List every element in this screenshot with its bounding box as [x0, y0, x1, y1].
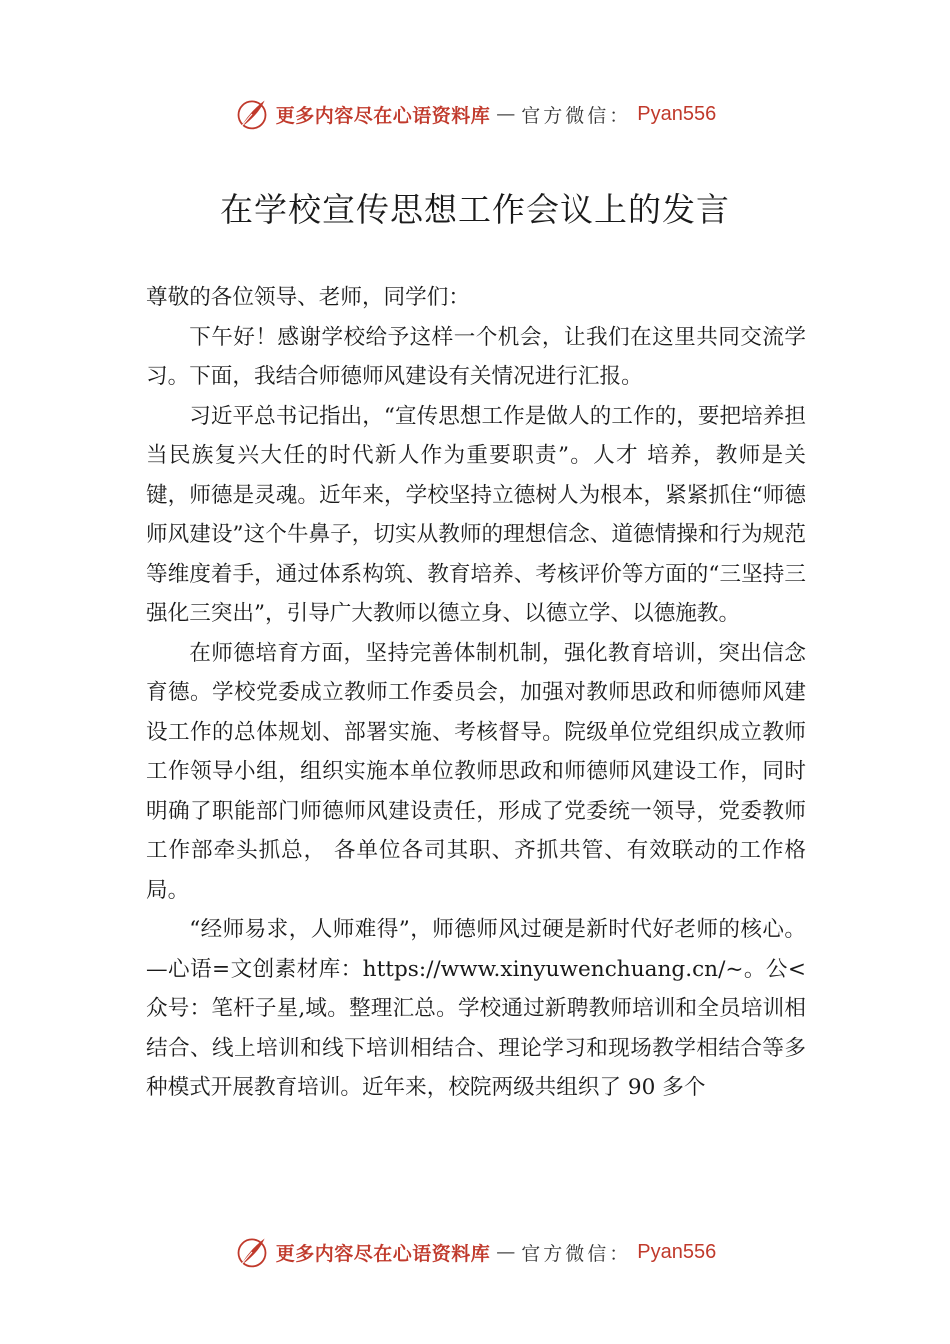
- banner-brand-text: 更多内容尽在心语资料库: [275, 1242, 491, 1265]
- banner-separator: —: [496, 103, 516, 125]
- quill-pen-logo-icon: [234, 1234, 270, 1270]
- salutation: 尊敬的各位领导、老师，同学们：: [146, 285, 470, 310]
- banner-wechat-label: 官方微信：: [521, 104, 632, 127]
- footer-banner: [0, 1232, 950, 1272]
- paragraph-2: 习近平总书记指出，“宣传思想工作是做人的工作的，要把培养担当民族复兴大任的时代新人作为重要职责”。人才 培养，教师是关键，师德是灵魂。近年来，学校坚持立德树人为根本，紧紧抓住“师德师风建设”这个牛鼻子，切实从教师的理想信念、道德情操和行为规范等维度着手，通过体系构筑、教育培养、考核评价等方面的“三坚持三强化三突出”，引导广大教师以德立身、以德立学、以德施教。: [146, 403, 806, 626]
- banner-brand-text: 更多内容尽在心语资料库: [275, 104, 491, 127]
- quill-pen-logo-icon: [234, 96, 270, 132]
- document-body: [146, 278, 806, 1108]
- header-banner: [0, 94, 950, 134]
- banner-separator: —: [496, 1241, 516, 1263]
- paragraph-4: “经师易求，人师难得”，师德师风过硬是新时代好老师的核心。—心语=文创素材库：https://www.xinyuwenchuang.cn/~。公<众号：笔杆子星,域。整理汇总。学校通过新聘教师培训和全员培训相结合、线上培训和线下培训相结合、理论学习和现场教学相结合等多种模式开展教育培训。近年来，校院两级共组织了 90 多个: [146, 917, 806, 1100]
- banner-wechat-id: Pyan556: [637, 1240, 717, 1263]
- paragraph-1: 下午好！感谢学校给予这样一个机会，让我们在这里共同交流学习。下面，我结合师德师风建设有关情况进行汇报。: [146, 324, 806, 389]
- paragraph-3: 在师德培育方面，坚持完善体制机制，强化教育培训，突出信念育德。学校党委成立教师工作委员会，加强对教师思政和师德师风建设工作的总体规划、部署实施、考核督导。院级单位党组织成立教师工作领导小组，组织实施本单位教师思政和师德师风建设工作，同时明确了职能部门师德师风建设责任，形成了党委统一领导，党委教师工作部牵头抓总， 各单位各司其职、齐抓共管、有效联动的工作格局。: [146, 640, 806, 903]
- document-title: 在学校宣传思想工作会议上的发言: [220, 190, 730, 229]
- banner-wechat-id: Pyan556: [637, 102, 717, 125]
- banner-wechat-label: 官方微信：: [521, 1242, 632, 1265]
